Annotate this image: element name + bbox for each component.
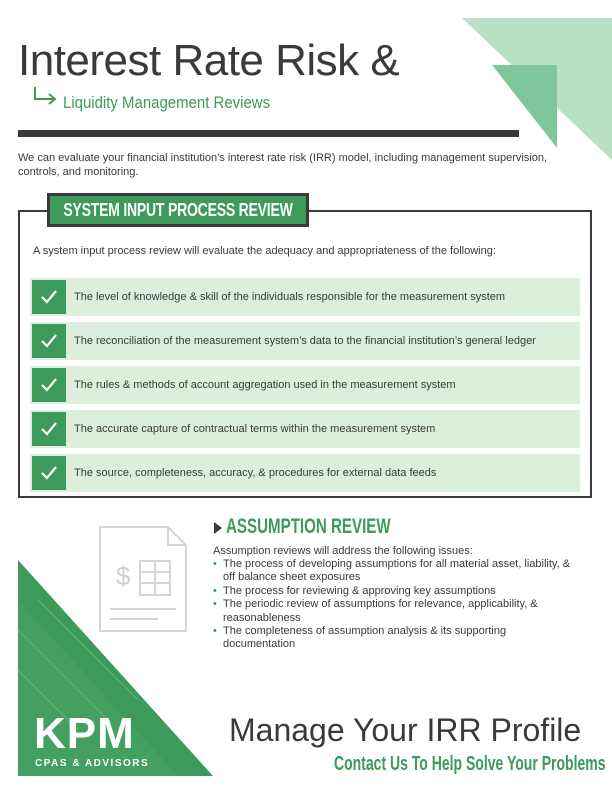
assumption-lead: Assumption reviews will address the following issues: xyxy=(213,545,473,557)
triangle-right-icon xyxy=(214,522,222,534)
list-item: • The periodic review of assumptions for relevance, applicability, & reasonableness xyxy=(213,598,573,625)
checklist-item-text: The rules & methods of account aggregation used in the measurement system xyxy=(74,379,456,391)
assumption-list xyxy=(213,558,573,652)
checklist-item xyxy=(30,322,580,360)
checklist-item xyxy=(30,278,580,316)
checkmark-icon xyxy=(32,280,66,314)
spreadsheet-document-icon xyxy=(98,525,188,633)
arrow-elbow-icon xyxy=(33,86,59,106)
checkmark-icon xyxy=(32,368,66,402)
page-subtitle: Liquidity Management Reviews xyxy=(63,93,271,112)
checklist-item-text: The source, completeness, accuracy, & procedures for external data feeds xyxy=(74,467,437,479)
checklist-item xyxy=(30,454,580,492)
system-input-heading-tab xyxy=(47,193,309,227)
checklist-item-text: The level of knowledge & skill of the individuals responsible for the measurement system xyxy=(74,291,506,303)
kpm-logo: KPM xyxy=(34,709,135,758)
checkmark-icon xyxy=(32,456,66,490)
footer-headline: Manage Your IRR Profile xyxy=(229,712,582,748)
list-item: • The process for reviewing & approving key assumptions xyxy=(213,585,573,598)
header-divider xyxy=(18,130,519,137)
intro-paragraph: We can evaluate your financial institution’s interest rate risk (IRR) model, including management supervision, controls, and monitoring. xyxy=(18,152,548,178)
list-item: • The completeness of assumption analysis & its supporting documentation xyxy=(213,625,573,652)
logo-tagline: CPAS & ADVISORS xyxy=(35,758,150,769)
system-input-lead: A system input process review will evaluate the adequacy and appropriateness of the following: xyxy=(33,245,496,257)
list-item: • The process of developing assumptions for all material asset, liability, & off balance sheet exposures xyxy=(213,558,573,585)
checkmark-icon xyxy=(32,412,66,446)
checkmark-icon xyxy=(32,324,66,358)
checklist-item-text: The reconciliation of the measurement system’s data to the financial institution’s general ledger xyxy=(74,335,536,347)
system-input-heading: SYSTEM INPUT PROCESS REVIEW xyxy=(63,199,293,220)
assumption-heading: ASSUMPTION REVIEW xyxy=(226,515,391,538)
checklist-item xyxy=(30,366,580,404)
page-title: Interest Rate Risk & xyxy=(18,36,400,85)
checklist-item-text: The accurate capture of contractual terms within the measurement system xyxy=(74,423,436,435)
checklist-item xyxy=(30,410,580,448)
contact-cta: Contact Us To Help Solve Your Problems xyxy=(334,753,606,775)
svg-text:$: $ xyxy=(116,561,131,591)
